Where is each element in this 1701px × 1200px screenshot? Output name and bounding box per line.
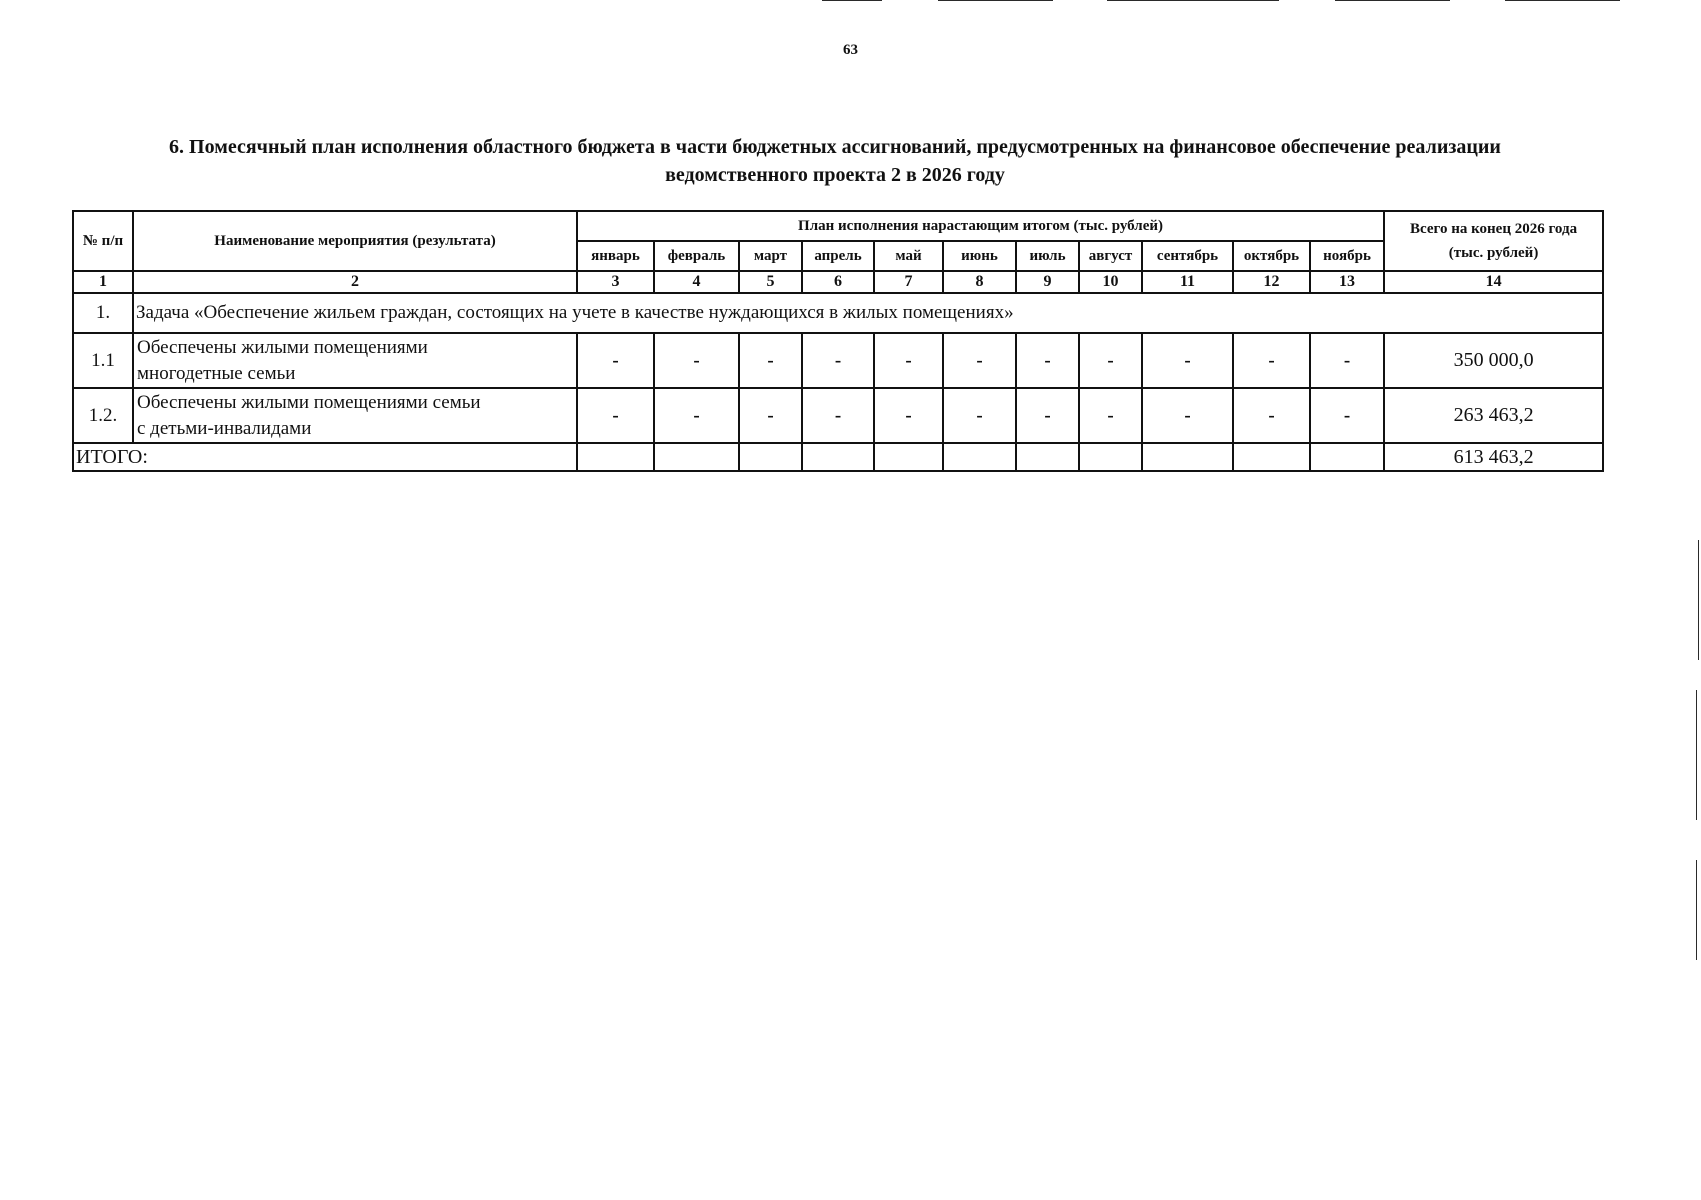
column-number: 2: [133, 271, 577, 293]
itogo-month-cell: [943, 443, 1016, 471]
month-value: -: [1142, 333, 1233, 388]
month-header: февраль: [654, 241, 739, 271]
itogo-row: [73, 443, 1603, 471]
budget-plan-table: [72, 210, 1604, 472]
table-row: [73, 333, 1603, 388]
scan-artifact: [1698, 540, 1699, 660]
row-name-line-1: Обеспечены жилыми помещениями семьи: [137, 391, 481, 413]
month-header: август: [1079, 241, 1142, 271]
month-value: -: [1310, 388, 1384, 443]
column-number: 7: [874, 271, 943, 293]
month-header: январь: [577, 241, 654, 271]
month-value: -: [802, 333, 874, 388]
row-name-line-2: многодетные семьи: [137, 362, 296, 384]
table-row: [73, 388, 1603, 443]
itogo-total: 613 463,2: [1384, 443, 1603, 471]
column-number: 3: [577, 271, 654, 293]
month-header: июнь: [943, 241, 1016, 271]
month-header: октябрь: [1233, 241, 1310, 271]
row-name-line-2: с детьми-инвалидами: [137, 417, 312, 439]
column-number: 6: [802, 271, 874, 293]
task-num: 1.: [73, 293, 133, 333]
row-name: [133, 333, 577, 388]
itogo-month-cell: [874, 443, 943, 471]
month-value: -: [1079, 388, 1142, 443]
column-number: 11: [1142, 271, 1233, 293]
itogo-month-cell: [739, 443, 802, 471]
month-header: ноябрь: [1310, 241, 1384, 271]
month-value: -: [654, 333, 739, 388]
column-number: 4: [654, 271, 739, 293]
month-value: -: [943, 388, 1016, 443]
month-value: -: [1142, 388, 1233, 443]
header-total-line-1: Всего на конец 2026 года: [1410, 221, 1578, 237]
row-num: 1.1: [73, 333, 133, 388]
task-row: [73, 293, 1603, 333]
month-value: -: [577, 333, 654, 388]
month-value: -: [1016, 388, 1079, 443]
itogo-month-cell: [1142, 443, 1233, 471]
itogo-month-cell: [802, 443, 874, 471]
header-total-line-2: (тыс. рублей): [1448, 245, 1539, 261]
itogo-month-cell: [1310, 443, 1384, 471]
header-row-1: [73, 211, 1603, 241]
row-num: 1.2.: [73, 388, 133, 443]
month-value: -: [1233, 333, 1310, 388]
month-value: -: [1016, 333, 1079, 388]
title-line-2: ведомственного проекта 2 в 2026 году: [665, 164, 1005, 186]
itogo-month-cell: [654, 443, 739, 471]
month-value: -: [943, 333, 1016, 388]
row-name-line-1: Обеспечены жилыми помещениями: [137, 336, 428, 358]
month-value: -: [802, 388, 874, 443]
document-title: [90, 133, 1580, 189]
column-number: 10: [1079, 271, 1142, 293]
itogo-label: ИТОГО:: [73, 443, 577, 471]
page-number: 63: [843, 42, 858, 58]
scan-artifact: [1696, 860, 1697, 960]
header-total: [1384, 211, 1603, 271]
header-num: № п/п: [73, 211, 133, 271]
month-value: -: [739, 388, 802, 443]
month-value: -: [577, 388, 654, 443]
itogo-month-cell: [1079, 443, 1142, 471]
scan-artifact: [1335, 0, 1450, 1]
task-text: Задача «Обеспечение жильем граждан, состоящих на учете в качестве нуждающихся в жилых помещениях»: [133, 293, 1603, 333]
header-name: Наименование мероприятия (результата): [133, 211, 577, 271]
month-value: -: [874, 388, 943, 443]
itogo-month-cell: [577, 443, 654, 471]
scan-artifact: [1505, 0, 1620, 1]
column-number-row: [73, 271, 1603, 293]
month-header: май: [874, 241, 943, 271]
row-total: 263 463,2: [1384, 388, 1603, 443]
scan-artifact: [822, 0, 882, 1]
row-name: [133, 388, 577, 443]
column-number: 5: [739, 271, 802, 293]
row-total: 350 000,0: [1384, 333, 1603, 388]
month-value: -: [874, 333, 943, 388]
column-number: 9: [1016, 271, 1079, 293]
header-plan: План исполнения нарастающим итогом (тыс. рублей): [577, 211, 1384, 241]
column-number: 13: [1310, 271, 1384, 293]
scan-artifact: [938, 0, 1053, 1]
column-number: 8: [943, 271, 1016, 293]
month-value: -: [1233, 388, 1310, 443]
month-value: -: [739, 333, 802, 388]
itogo-month-cell: [1016, 443, 1079, 471]
itogo-month-cell: [1233, 443, 1310, 471]
month-header: март: [739, 241, 802, 271]
month-value: -: [1310, 333, 1384, 388]
column-number: 12: [1233, 271, 1310, 293]
title-line-1: 6. Помесячный план исполнения областного бюджета в части бюджетных ассигнований, предусмотренных на финансовое обеспечение реализации: [169, 136, 1501, 158]
column-number: 14: [1384, 271, 1603, 293]
column-number: 1: [73, 271, 133, 293]
month-header: июль: [1016, 241, 1079, 271]
month-header: апрель: [802, 241, 874, 271]
month-value: -: [1079, 333, 1142, 388]
scan-artifact: [1107, 0, 1279, 1]
scan-artifact: [1696, 690, 1697, 820]
month-header: сентябрь: [1142, 241, 1233, 271]
month-value: -: [654, 388, 739, 443]
